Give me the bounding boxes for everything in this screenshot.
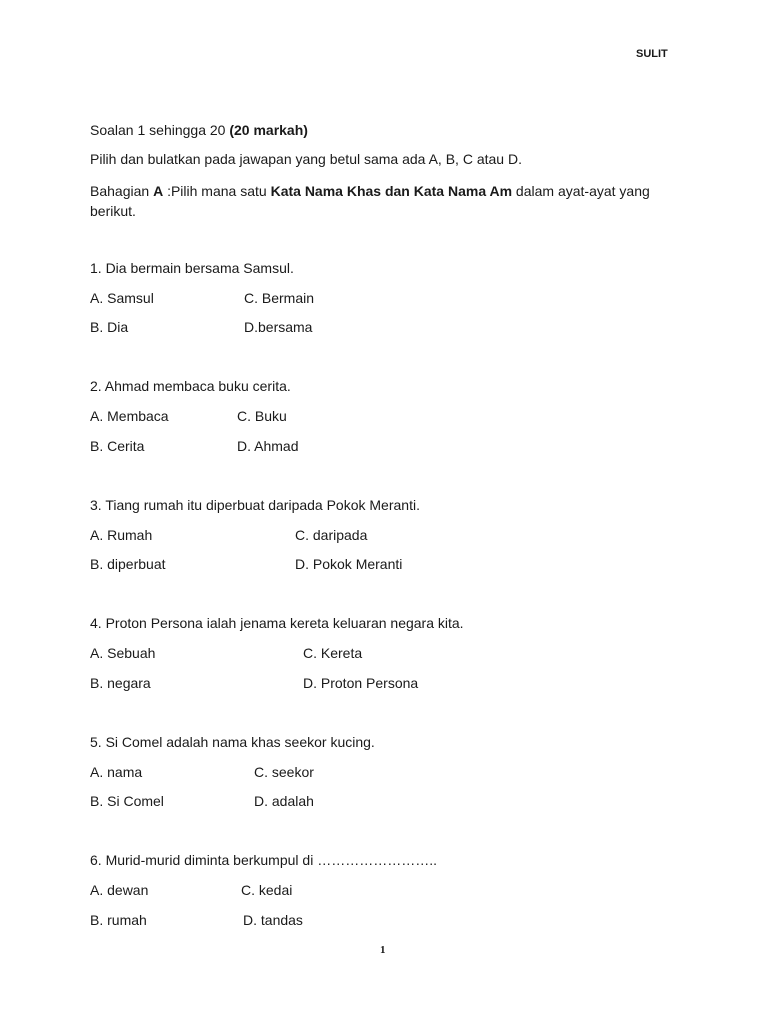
page-number: 1 <box>380 944 386 956</box>
section-letter: A <box>153 183 164 199</box>
section-text: :Pilih mana satu <box>163 183 271 199</box>
total-marks: (20 markah) <box>229 122 308 138</box>
instruction-marks <box>90 122 308 138</box>
q5-option-c[interactable]: C. seekor <box>254 764 314 780</box>
q6-option-d[interactable]: D. tandas <box>243 912 303 928</box>
q3-option-c[interactable]: C. daripada <box>295 527 368 543</box>
question-1: 1. Dia bermain bersama Samsul. <box>90 260 294 276</box>
section-topic: Kata Nama Khas dan Kata Nama Am <box>270 183 513 199</box>
section-label: Bahagian <box>90 183 154 199</box>
question-2: 2. Ahmad membaca buku cerita. <box>90 378 291 394</box>
q2-option-d[interactable]: D. Ahmad <box>237 438 299 454</box>
q3-option-d[interactable]: D. Pokok Meranti <box>295 556 403 572</box>
q1-option-d[interactable]: D.bersama <box>244 319 313 335</box>
q5-option-d[interactable]: D. adalah <box>254 793 314 809</box>
section-text-end: dalam ayat-ayat yang berikut. <box>90 183 650 219</box>
q4-option-b[interactable]: B. negara <box>90 675 151 691</box>
q2-option-b[interactable]: B. Cerita <box>90 438 145 454</box>
classification-label: SULIT <box>636 48 668 60</box>
q1-option-a[interactable]: A. Samsul <box>90 290 154 306</box>
question-4: 4. Proton Persona ialah jenama kereta keluaran negara kita. <box>90 615 464 631</box>
instruction-range: Soalan 1 sehingga 20 <box>90 122 230 138</box>
q5-option-b[interactable]: B. Si Comel <box>90 793 164 809</box>
question-3: 3. Tiang rumah itu diperbuat daripada Pokok Meranti. <box>90 497 420 513</box>
q1-option-c[interactable]: C. Bermain <box>244 290 315 306</box>
instruction-choose: Pilih dan bulatkan pada jawapan yang betul sama ada A, B, C atau D. <box>90 151 522 167</box>
q4-option-c[interactable]: C. Kereta <box>303 645 363 661</box>
q6-option-b[interactable]: B. rumah <box>90 912 147 928</box>
q4-option-a[interactable]: A. Sebuah <box>90 645 156 661</box>
q3-option-a[interactable]: A. Rumah <box>90 527 153 543</box>
q6-option-c[interactable]: C. kedai <box>241 882 293 898</box>
q3-option-b[interactable]: B. diperbuat <box>90 556 166 572</box>
q2-option-c[interactable]: C. Buku <box>237 408 287 424</box>
section-a-instruction <box>90 181 670 221</box>
q4-option-d[interactable]: D. Proton Persona <box>303 675 419 691</box>
q1-option-b[interactable]: B. Dia <box>90 319 129 335</box>
q5-option-a[interactable]: A. nama <box>90 764 143 780</box>
question-6: 6. Murid-murid diminta berkumpul di …………………….. <box>90 852 437 868</box>
q2-option-a[interactable]: A. Membaca <box>90 408 169 424</box>
question-5: 5. Si Comel adalah nama khas seekor kucing. <box>90 734 375 750</box>
q6-option-a[interactable]: A. dewan <box>90 882 149 898</box>
